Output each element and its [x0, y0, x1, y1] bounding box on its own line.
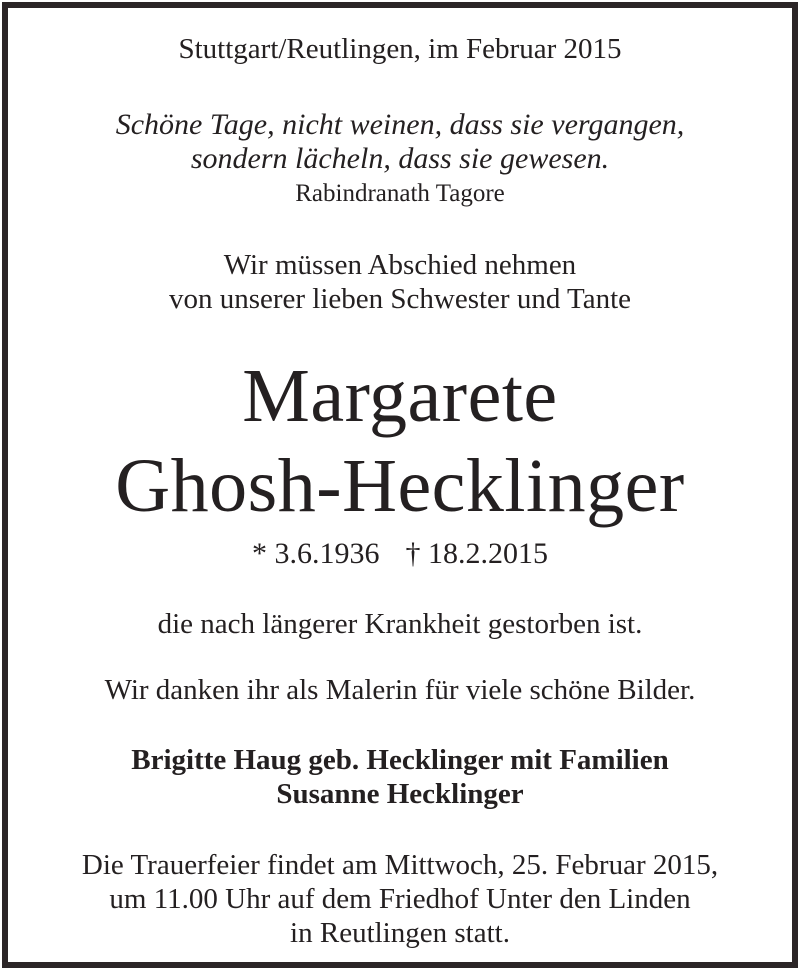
funeral-line-2: um 11.00 Uhr auf dem Friedhof Unter den Linden [109, 882, 691, 915]
intro-line-2: von unserer lieben Schwester und Tante [168, 282, 632, 315]
birth-date: * 3.6.1936 [252, 537, 380, 571]
intro-text [169, 249, 631, 316]
obituary-notice [2, 2, 798, 968]
quote-attribution: Rabindranath Tagore [295, 179, 505, 207]
funeral-line-3: in Reutlingen statt. [290, 916, 510, 949]
dateline: Stuttgart/Reutlingen, im Februar 2015 [178, 33, 622, 65]
tribute-text: Wir danken ihr als Malerin für viele schöne Bilder. [104, 673, 696, 706]
deceased-name [115, 352, 684, 531]
memorial-quote [116, 108, 685, 177]
deceased-first-name: Margarete [242, 354, 558, 439]
life-dates [252, 537, 548, 570]
mourners [131, 743, 669, 811]
quote-line-2: sondern lächeln, dass sie gewesen. [190, 142, 610, 176]
quote-line-1: Schöne Tage, nicht weinen, dass sie vergangen, [115, 107, 685, 141]
intro-line-1: Wir müssen Abschied nehmen [223, 249, 577, 282]
funeral-line-1: Die Trauerfeier findet am Mittwoch, 25. Februar 2015, [81, 848, 719, 881]
mourner-line-1: Brigitte Haug geb. Hecklinger mit Familien [131, 744, 669, 777]
mourner-line-2: Susanne Hecklinger [276, 778, 524, 811]
funeral-info [82, 848, 718, 951]
cause-text: die nach längerer Krankheit gestorben ist. [157, 608, 643, 641]
deceased-last-name: Ghosh-Hecklinger [115, 443, 685, 528]
death-date: † 18.2.2015 [405, 537, 548, 571]
